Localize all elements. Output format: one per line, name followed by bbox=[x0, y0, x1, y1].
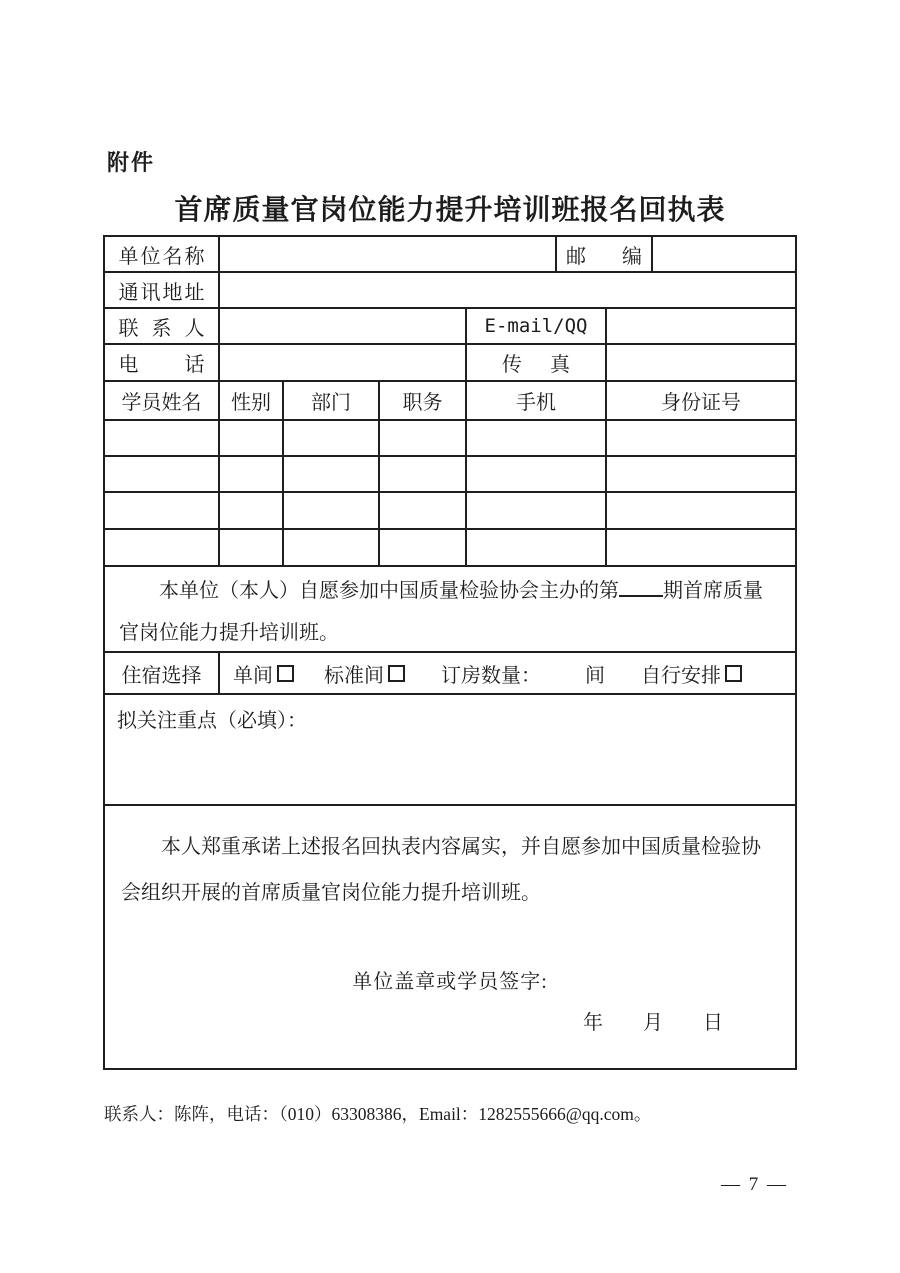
email-field bbox=[607, 309, 795, 343]
member-cell bbox=[284, 457, 380, 491]
fax-label: 传真 bbox=[467, 345, 607, 380]
option-standard-room: 标准间 bbox=[324, 659, 405, 688]
phone-label: 电话 bbox=[105, 345, 220, 380]
member-cell bbox=[284, 530, 380, 565]
postal-code-field bbox=[653, 237, 795, 271]
registration-form-table bbox=[103, 235, 797, 1070]
option-self-arrange: 自行安排 bbox=[641, 659, 742, 688]
qty-unit-label: 间 bbox=[585, 664, 605, 687]
member-cell bbox=[220, 457, 284, 491]
unit-name-field bbox=[220, 237, 557, 271]
email-label: E-mail/QQ bbox=[467, 309, 607, 343]
member-cell bbox=[105, 493, 220, 528]
booking-qty-label: 订房数量： bbox=[441, 664, 541, 687]
member-cell bbox=[380, 421, 467, 455]
department-header: 部门 bbox=[284, 382, 380, 419]
member-cell bbox=[284, 421, 380, 455]
member-cell bbox=[380, 457, 467, 491]
member-row bbox=[105, 457, 795, 493]
member-cell bbox=[467, 457, 607, 491]
member-cell bbox=[607, 457, 795, 491]
gender-header: 性别 bbox=[220, 382, 284, 419]
member-row bbox=[105, 530, 795, 567]
member-cell bbox=[467, 421, 607, 455]
row-contact-person bbox=[105, 309, 795, 345]
member-cell bbox=[467, 493, 607, 528]
date-line: 年 月 日 bbox=[583, 1011, 723, 1034]
self-arrange-checkbox bbox=[725, 665, 742, 682]
standard-room-checkbox bbox=[388, 665, 405, 682]
member-cell bbox=[105, 530, 220, 565]
accommodation-row bbox=[105, 653, 795, 695]
member-cell bbox=[467, 530, 607, 565]
id-number-header: 身份证号 bbox=[661, 392, 741, 414]
row-phone bbox=[105, 345, 795, 382]
participation-statement bbox=[105, 567, 795, 651]
member-cell bbox=[105, 421, 220, 455]
member-cell bbox=[380, 530, 467, 565]
focus-row bbox=[105, 695, 795, 806]
page-number: — 7 — bbox=[721, 1174, 788, 1195]
pledge-cell bbox=[105, 806, 795, 1068]
accommodation-label: 住宿选择 bbox=[105, 653, 220, 693]
member-cell bbox=[607, 493, 795, 528]
address-label: 通讯地址 bbox=[105, 273, 220, 307]
member-cell bbox=[220, 493, 284, 528]
member-name-header: 学员姓名 bbox=[105, 382, 220, 419]
accommodation-options bbox=[220, 653, 795, 693]
member-cell bbox=[220, 421, 284, 455]
participation-statement-row bbox=[105, 567, 795, 653]
member-cell bbox=[220, 530, 284, 565]
row-unit-name bbox=[105, 237, 795, 273]
position-header: 职务 bbox=[380, 382, 467, 419]
focus-label: 拟关注重点（必填）： bbox=[117, 710, 307, 732]
postal-code-label: 邮编 bbox=[557, 237, 653, 271]
member-cell bbox=[607, 530, 795, 565]
pledge-row bbox=[105, 806, 795, 1068]
member-cell bbox=[380, 493, 467, 528]
member-row bbox=[105, 493, 795, 530]
member-row bbox=[105, 421, 795, 457]
footer-contact: 联系人：陈阵，电话：（010）63308386，Email：1282555666@qq.com。 bbox=[104, 1104, 652, 1124]
attachment-label: 附件 bbox=[107, 150, 156, 175]
session-number-blank bbox=[619, 575, 663, 597]
participation-statement-text: 本单位（本人）自愿参加中国质量检验协会主办的第 期首席质量官岗位能力提升培训班。 bbox=[119, 571, 781, 651]
contact-person-field bbox=[220, 309, 467, 343]
single-room-checkbox bbox=[277, 665, 294, 682]
member-cell bbox=[105, 457, 220, 491]
member-cell bbox=[284, 493, 380, 528]
fax-field bbox=[607, 345, 795, 380]
phone-field bbox=[220, 345, 467, 380]
page-title: 首席质量官岗位能力提升培训班报名回执表 bbox=[174, 195, 726, 226]
option-single-room: 单间 bbox=[233, 659, 294, 688]
address-field bbox=[220, 273, 795, 307]
pledge-text: 本人郑重承诺上述报名回执表内容属实，并自愿参加中国质量检验协会组织开展的首席质量官岗位能力提升培训班。 bbox=[121, 836, 761, 905]
signature-label: 单位盖章或学员签字: bbox=[352, 970, 548, 993]
contact-person-label: 联系人 bbox=[105, 309, 220, 343]
member-cell bbox=[607, 421, 795, 455]
unit-name-label: 单位名称 bbox=[105, 237, 220, 271]
row-address bbox=[105, 273, 795, 309]
members-header-row bbox=[105, 382, 795, 421]
mobile-header: 手机 bbox=[467, 382, 607, 419]
